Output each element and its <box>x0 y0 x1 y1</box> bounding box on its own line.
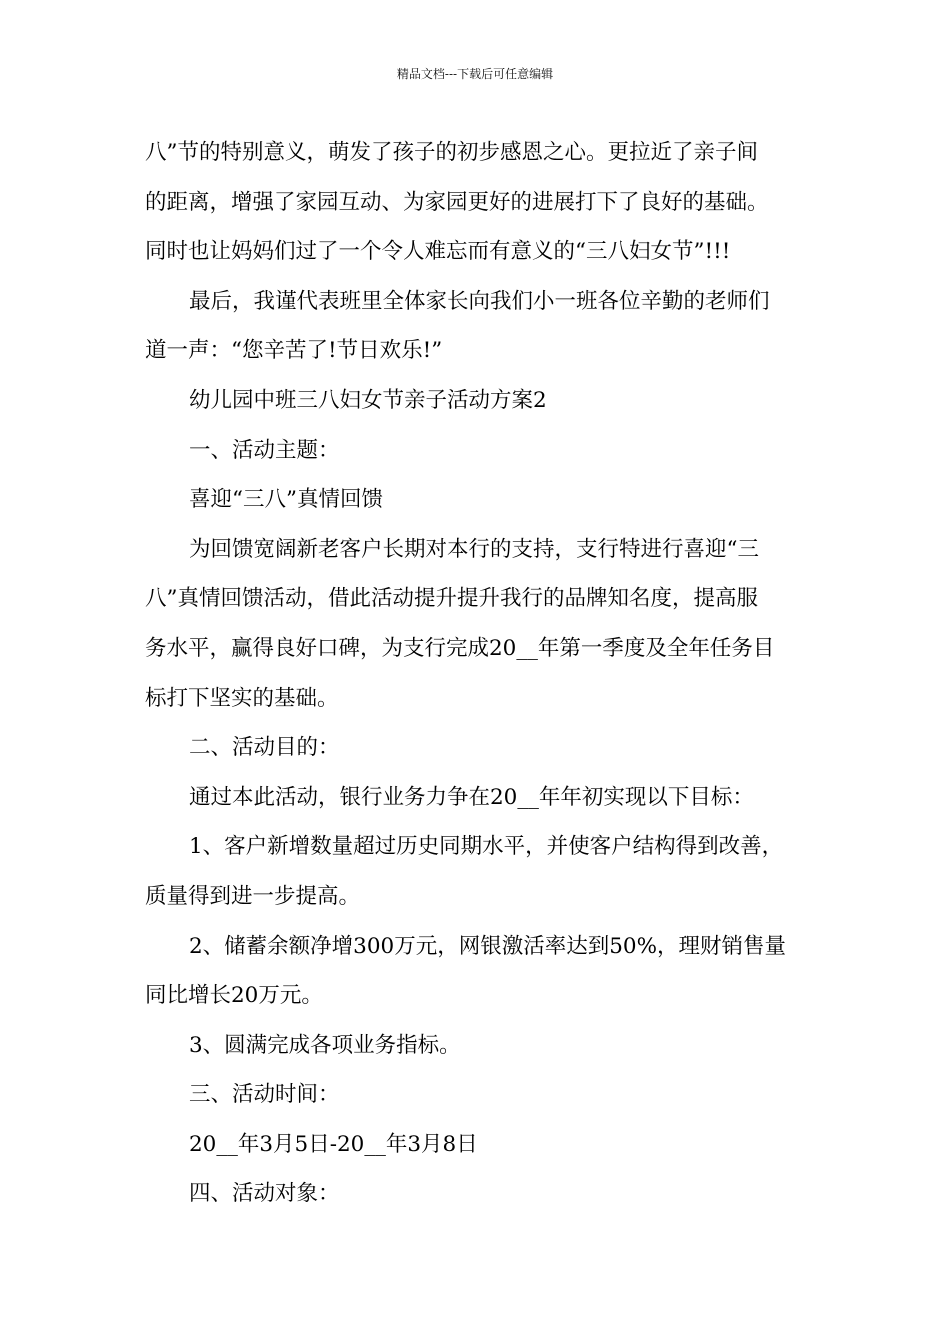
text-line: 最后，我谨代表班里全体家长向我们小一班各位辛勤的老师们 <box>189 288 770 314</box>
text-line: 的距离，增强了家园互动、为家园更好的进展打下了良好的基础。 <box>145 189 769 215</box>
section-title: 幼儿园中班三八妇女节亲子活动方案2 <box>189 387 547 413</box>
text-line: 喜迎“三八”真情回馈 <box>189 487 383 513</box>
heading-activity-goal: 二、活动目的： <box>189 735 340 761</box>
text-line: 通过本此活动，银行业务力争在20__年年初实现以下目标： <box>189 784 754 810</box>
text-line: 标打下坚实的基础。 <box>145 685 339 711</box>
list-item: 3、圆满完成各项业务指标。 <box>189 1032 461 1058</box>
text-line: 质量得到进一步提高。 <box>145 883 361 909</box>
text-line: 务水平，赢得良好口碑，为支行完成20__年第一季度及全年任务目 <box>145 635 775 661</box>
list-item: 1、客户新增数量超过历史同期水平，并使客户结构得到改善， <box>189 834 784 860</box>
text-line: 同时也让妈妈们过了一个令人难忘而有意义的“三八妇女节”!!! <box>145 239 731 265</box>
text-line: 道一声：“您辛苦了!节日欢乐!” <box>145 338 443 364</box>
text-line: 同比增长20万元。 <box>145 983 323 1009</box>
heading-activity-target: 四、活动对象： <box>189 1181 340 1207</box>
text-line: 八”节的特别意义，萌发了孩子的初步感恩之心。更拉近了亲子间 <box>145 140 758 165</box>
text-line: 20__年3月5日-20__年3月8日 <box>189 1131 478 1157</box>
document-body <box>145 128 810 1219</box>
list-item: 2、储蓄余额净增300万元，网银激活率达到50%，理财销售量 <box>189 933 787 959</box>
text-line: 为回馈宽阔新老客户长期对本行的支持，支行特进行喜迎“三 <box>189 536 759 562</box>
page-header: 精品文档---下载后可任意编辑 <box>396 67 554 81</box>
text-line: 八”真情回馈活动，借此活动提升提升我行的品牌知名度，提高服 <box>145 586 758 612</box>
heading-activity-theme: 一、活动主题： <box>189 437 340 463</box>
heading-activity-time: 三、活动时间： <box>189 1082 340 1108</box>
